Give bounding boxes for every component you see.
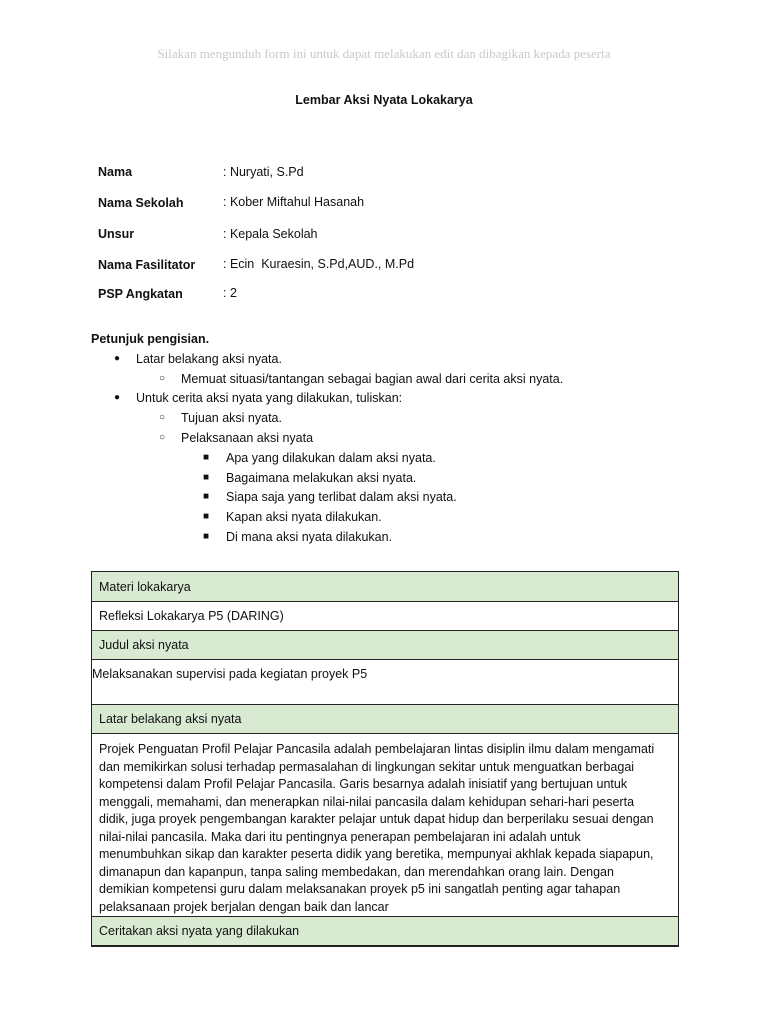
info-value: : Nuryati, S.Pd <box>223 165 304 179</box>
latar-label: Latar belakang aksi nyata <box>99 712 242 726</box>
materi-value: Refleksi Lokakarya P5 (DARING) <box>99 609 284 623</box>
bullet-square-icon: ■ <box>203 511 210 522</box>
info-value: : Kepala Sekolah <box>223 227 318 241</box>
latar-line: menumbuhkan sikap dan karakter peserta didik yang beretika, mempunyai akhlak kepada siapapun, <box>99 847 654 861</box>
latar-line: menggali, memahami, dan menerapkan nilai-nilai pancasila dalam kehidupan sehari-hari peserta <box>99 794 635 809</box>
latar-line: dimanapun dan kapanpun, tanpa saling membedakan, dan merendahkan orang lain. Dengan <box>99 864 614 879</box>
info-value: : 2 <box>223 286 237 300</box>
materi-value-cell <box>92 602 678 631</box>
bullet-hollow-icon: ○ <box>159 412 166 423</box>
instructions-title: Petunjuk pengisian. <box>91 332 210 346</box>
list-item-text: Tujuan aksi nyata. <box>181 411 282 425</box>
latar-line: demikian kompetensi guru dalam melaksanakan proyek p5 ini sangatlah penting agar tahapan <box>99 882 621 896</box>
download-note: Silakan mengunduh form ini untuk dapat melakukan edit dan dibagikan kepada peserta <box>157 46 611 61</box>
bullet-square-icon: ■ <box>203 472 210 483</box>
latar-line: pelaksanaan projek berjalan dengan baik dan lancar <box>99 899 389 914</box>
judul-label: Judul aksi nyata <box>99 638 189 652</box>
bullet-square-icon: ■ <box>203 491 210 502</box>
bullet-square-icon: ■ <box>203 531 210 542</box>
cerita-label: Ceritakan aksi nyata yang dilakukan <box>99 924 300 938</box>
bullet-hollow-icon: ○ <box>159 373 166 384</box>
aksi-nyata-table <box>91 571 679 947</box>
bullet-filled-icon: ● <box>114 353 121 364</box>
list-item-text: Di mana aksi nyata dilakukan. <box>226 530 393 544</box>
list-item-text: Apa yang dilakukan dalam aksi nyata. <box>226 451 436 465</box>
list-item-text: Kapan aksi nyata dilakukan. <box>226 510 382 524</box>
info-label: Nama <box>98 165 133 179</box>
cerita-label-cell <box>92 917 678 945</box>
info-value: : Kober Miftahul Hasanah <box>223 195 365 209</box>
latar-line: didik, juga proyek pengembangan karakter pelajar untuk dapat hidup dan berperilaku sesuai dengan <box>99 812 654 826</box>
page-title: Lembar Aksi Nyata Lokakarya <box>295 93 473 107</box>
list-item-text: Latar belakang aksi nyata. <box>136 352 282 366</box>
list-item-text: Untuk cerita aksi nyata yang dilakukan, tuliskan: <box>136 391 403 405</box>
bullet-filled-icon: ● <box>114 392 121 403</box>
judul-value-cell <box>92 660 678 705</box>
latar-value-cell <box>92 734 678 917</box>
bullet-hollow-icon: ○ <box>159 432 166 443</box>
latar-line: Projek Penguatan Profil Pelajar Pancasila adalah pembelajaran lintas disiplin ilmu dalam mengamati <box>99 742 655 756</box>
bullet-square-icon: ■ <box>203 452 210 463</box>
materi-label-cell <box>92 572 678 602</box>
latar-line: nilai-nilai pancasila. Maka dari itu pentingnya penerapan pembelajaran ini adalah untuk <box>99 829 581 844</box>
list-item-text: Siapa saja yang terlibat dalam aksi nyata. <box>226 490 457 504</box>
list-item-text: Memuat situasi/tantangan sebagai bagian awal dari cerita aksi nyata. <box>181 372 564 386</box>
judul-value: Melaksanakan supervisi pada kegiatan proyek P5 <box>92 667 368 681</box>
info-label: Nama Sekolah <box>98 196 184 210</box>
info-label: PSP Angkatan <box>98 287 183 301</box>
latar-label-cell <box>92 705 678 734</box>
list-item-text: Pelaksanaan aksi nyata <box>181 431 314 445</box>
judul-label-cell <box>92 631 678 660</box>
materi-label: Materi lokakarya <box>99 579 191 594</box>
info-label: Nama Fasilitator <box>98 258 196 272</box>
info-label: Unsur <box>98 227 135 241</box>
latar-line: dan memikirkan solusi terhadap permasalahan di lingkungan sekitar untuk menguatkan berbagai <box>99 759 635 774</box>
latar-line: kompetensi dalam Profil Pelajar Pancasila. Garis besarnya adalah inisiatif yang bertujuan untuk <box>99 777 628 791</box>
info-value: : Ecin Kuraesin, S.Pd,AUD., M.Pd <box>223 257 415 271</box>
list-item-text: Bagaimana melakukan aksi nyata. <box>226 471 417 485</box>
